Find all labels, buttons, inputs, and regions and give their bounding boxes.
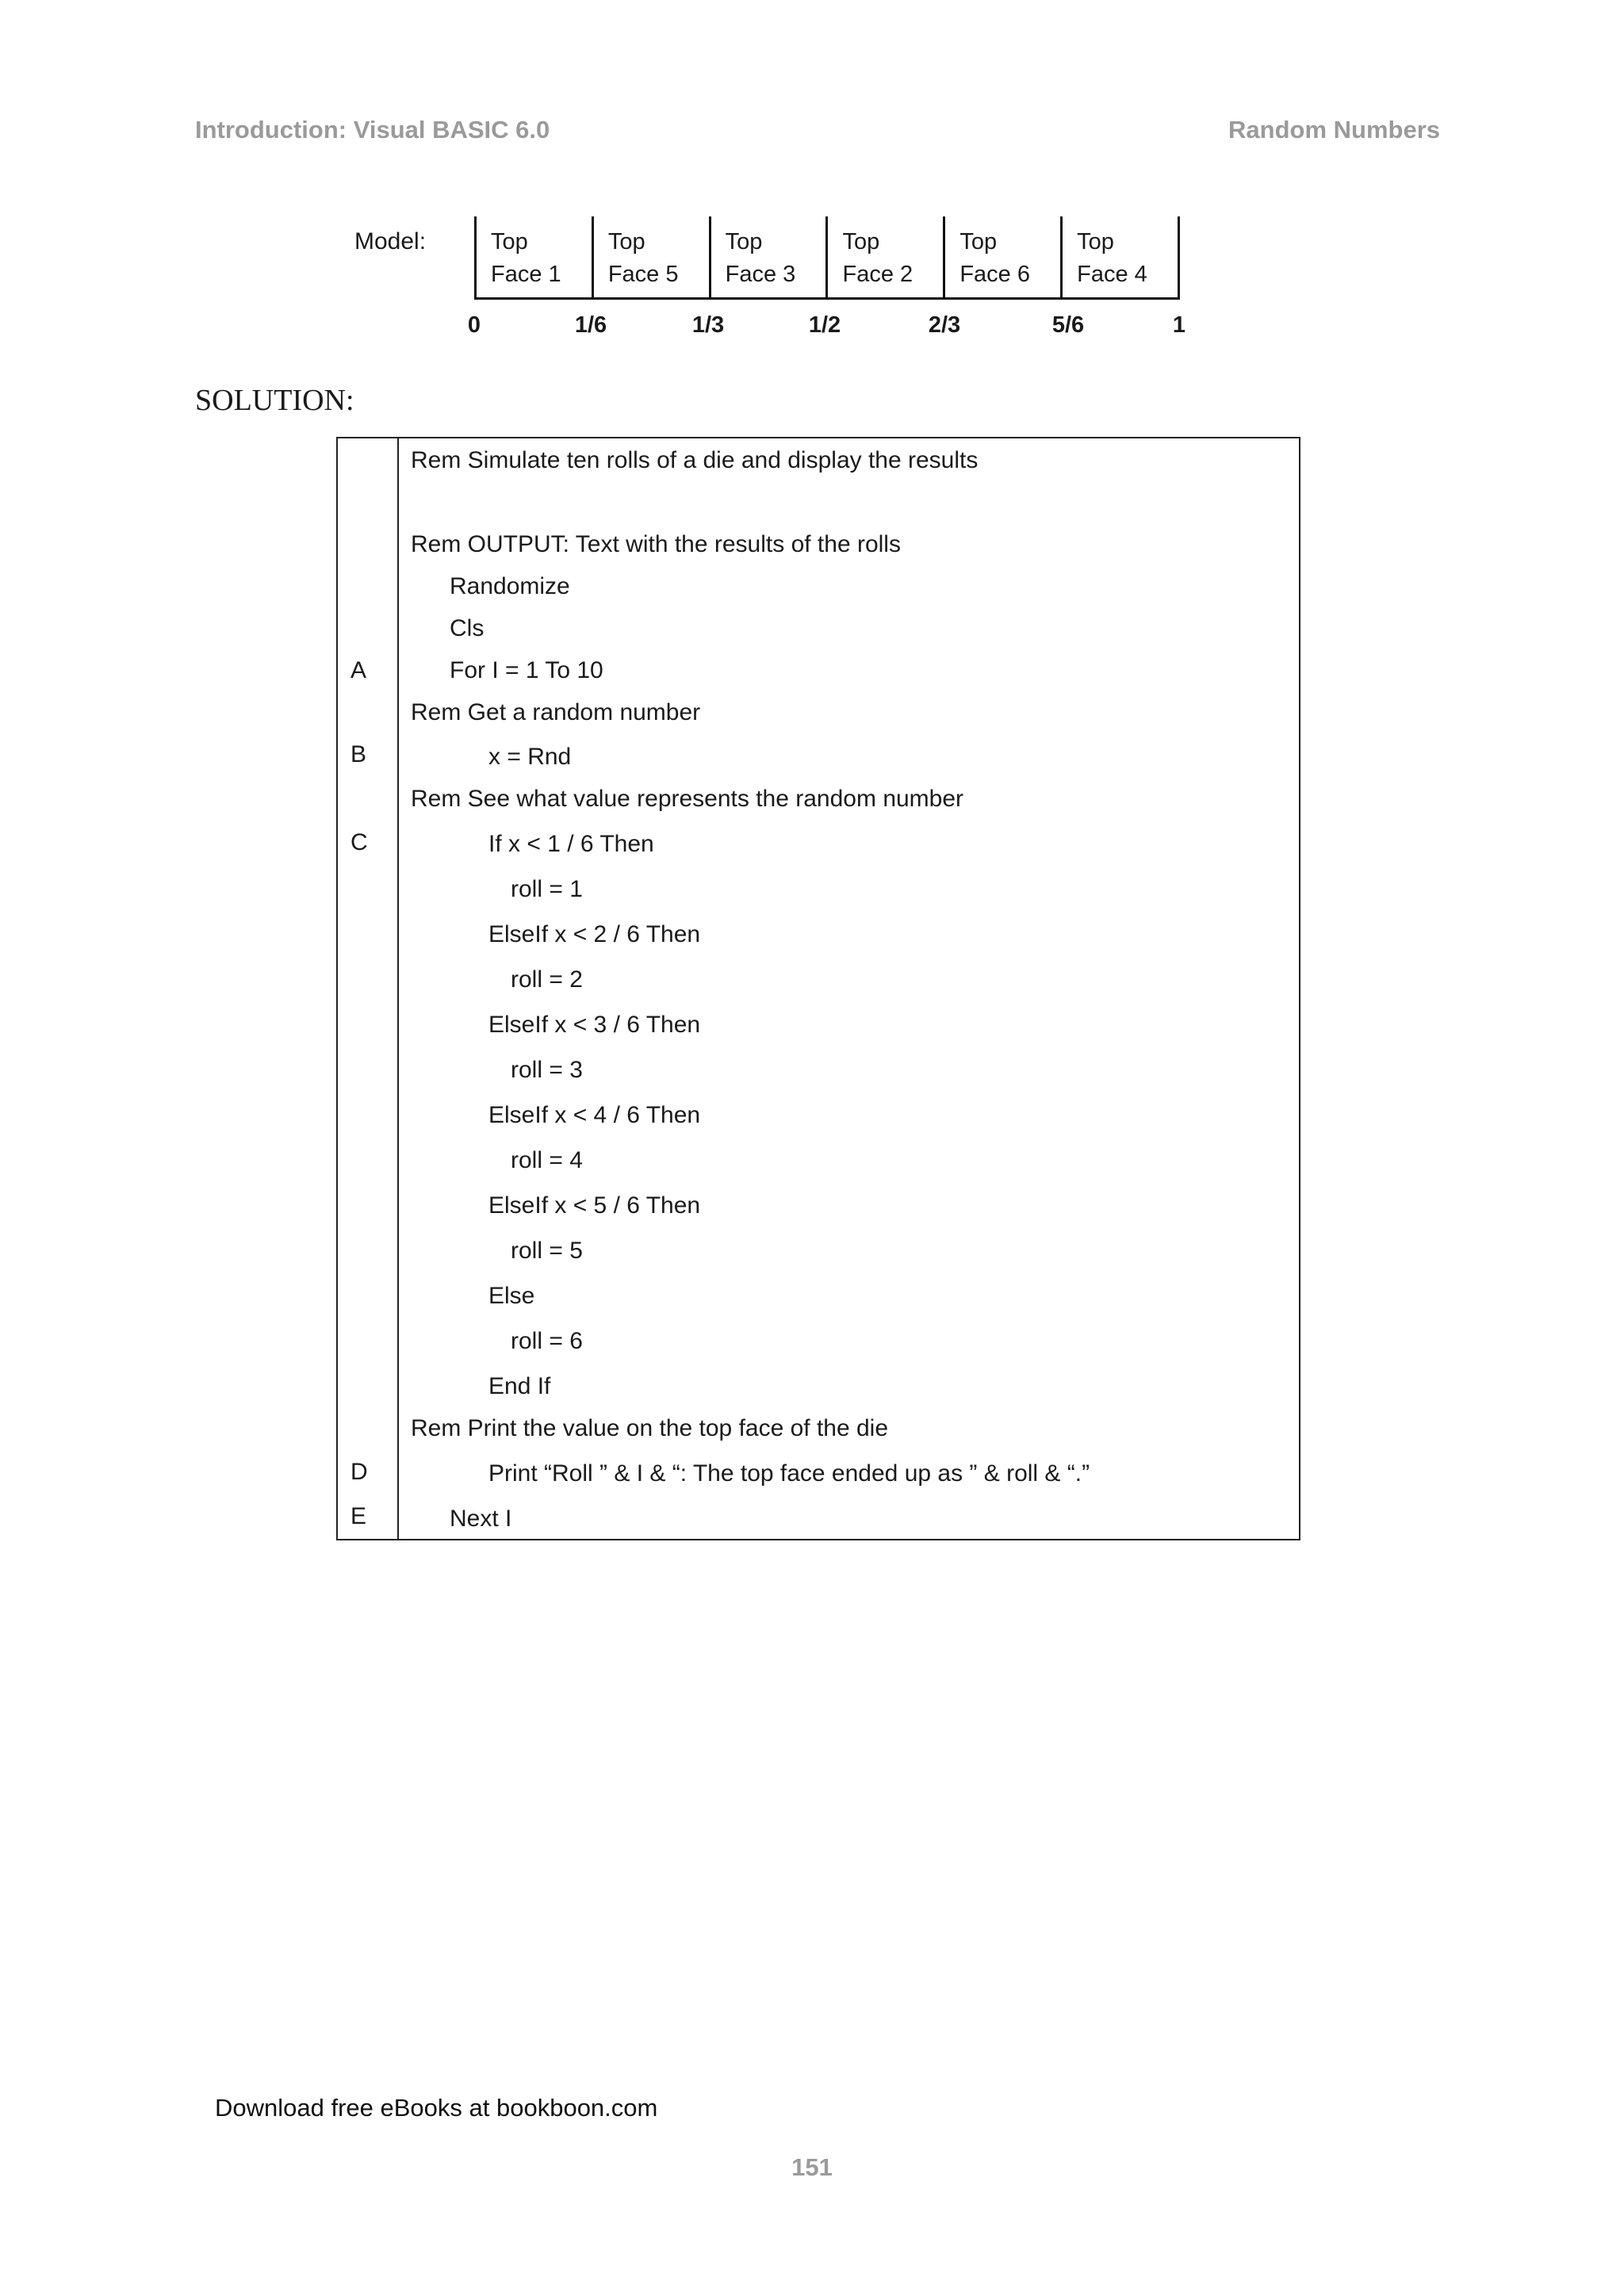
model-segment (1060, 216, 1178, 297)
model-segment (709, 216, 826, 297)
line-marker: A (350, 657, 367, 683)
model-segment-line2: Face 5 (607, 262, 679, 287)
code-line: ElseIf x < 5 / 6 Then (488, 1192, 701, 1219)
code-line: roll = 5 (511, 1238, 583, 1264)
axis-tick-label: 1 (1172, 312, 1186, 338)
model-segment-line2: Face 6 (959, 262, 1030, 287)
code-line: End If (488, 1373, 551, 1399)
code-line: Rem Get a random number (411, 699, 701, 725)
model-segment-line1: Top (959, 229, 998, 254)
axis-tick-label: 0 (467, 312, 481, 338)
model-segment (592, 216, 709, 297)
model-segment-line1: Top (491, 229, 528, 254)
solution-heading: SOLUTION: (195, 384, 354, 417)
axis-tick-label: 5/6 (1051, 312, 1085, 338)
running-header-title: Introduction: Visual BASIC 6.0 (195, 116, 550, 144)
axis-tick-label: 1/6 (574, 312, 607, 338)
model-segment-line1: Top (842, 229, 880, 254)
model-segment (477, 216, 592, 297)
page-number: 151 (791, 2153, 833, 2181)
code-line: For I = 1 To 10 (450, 657, 603, 683)
model-segment-line2: Face 4 (1077, 262, 1147, 287)
code-line: If x < 1 / 6 Then (488, 831, 654, 857)
code-line: Rem Simulate ten rolls of a die and display the results (411, 447, 979, 473)
code-line: Else (488, 1283, 535, 1309)
code-line: roll = 1 (511, 876, 583, 902)
axis-tick-label: 2/3 (928, 312, 961, 338)
running-header-chapter: Random Numbers (1228, 116, 1440, 144)
bookboon-download-link[interactable]: Download free eBooks at bookboon.com (215, 2094, 658, 2122)
code-line: ElseIf x < 2 / 6 Then (488, 921, 701, 947)
axis-tick-label: 1/3 (691, 312, 725, 338)
model-segment (825, 216, 943, 297)
code-line: Rem OUTPUT: Text with the results of the rolls (411, 531, 901, 557)
model-segment-line2: Face 1 (491, 262, 561, 287)
model-segment-line1: Top (725, 229, 763, 254)
model-segment-line2: Face 3 (725, 262, 796, 287)
code-line: Cls (450, 615, 485, 641)
code-line: Next I (450, 1506, 512, 1532)
code-line: roll = 6 (511, 1328, 583, 1354)
code-line: Rem Print the value on the top face of the die (411, 1415, 889, 1441)
probability-model-diagram (474, 216, 1180, 300)
axis-tick-label: 1/2 (808, 312, 841, 338)
code-line: Rem See what value represents the random number (411, 786, 964, 812)
code-line: roll = 2 (511, 966, 583, 993)
line-marker: E (350, 1503, 367, 1529)
code-line: roll = 3 (511, 1057, 583, 1083)
code-line: ElseIf x < 3 / 6 Then (488, 1012, 701, 1038)
model-segment-line1: Top (607, 229, 645, 254)
line-marker: C (350, 829, 368, 855)
line-marker: B (350, 741, 367, 767)
code-line: Randomize (450, 573, 570, 599)
code-line: ElseIf x < 4 / 6 Then (488, 1102, 701, 1128)
model-segment-line1: Top (1077, 229, 1114, 254)
code-line: Print “Roll ” & I & “: The top face ended up as ” & roll & “.” (488, 1460, 1090, 1487)
code-line: x = Rnd (488, 744, 572, 770)
marker-column-divider (397, 438, 399, 1539)
code-listing-table (336, 437, 1300, 1540)
model-segment-line2: Face 2 (842, 262, 914, 287)
code-line: roll = 4 (511, 1147, 583, 1173)
line-marker: D (350, 1459, 368, 1485)
model-segment (943, 216, 1060, 297)
model-label: Model: (354, 228, 427, 254)
